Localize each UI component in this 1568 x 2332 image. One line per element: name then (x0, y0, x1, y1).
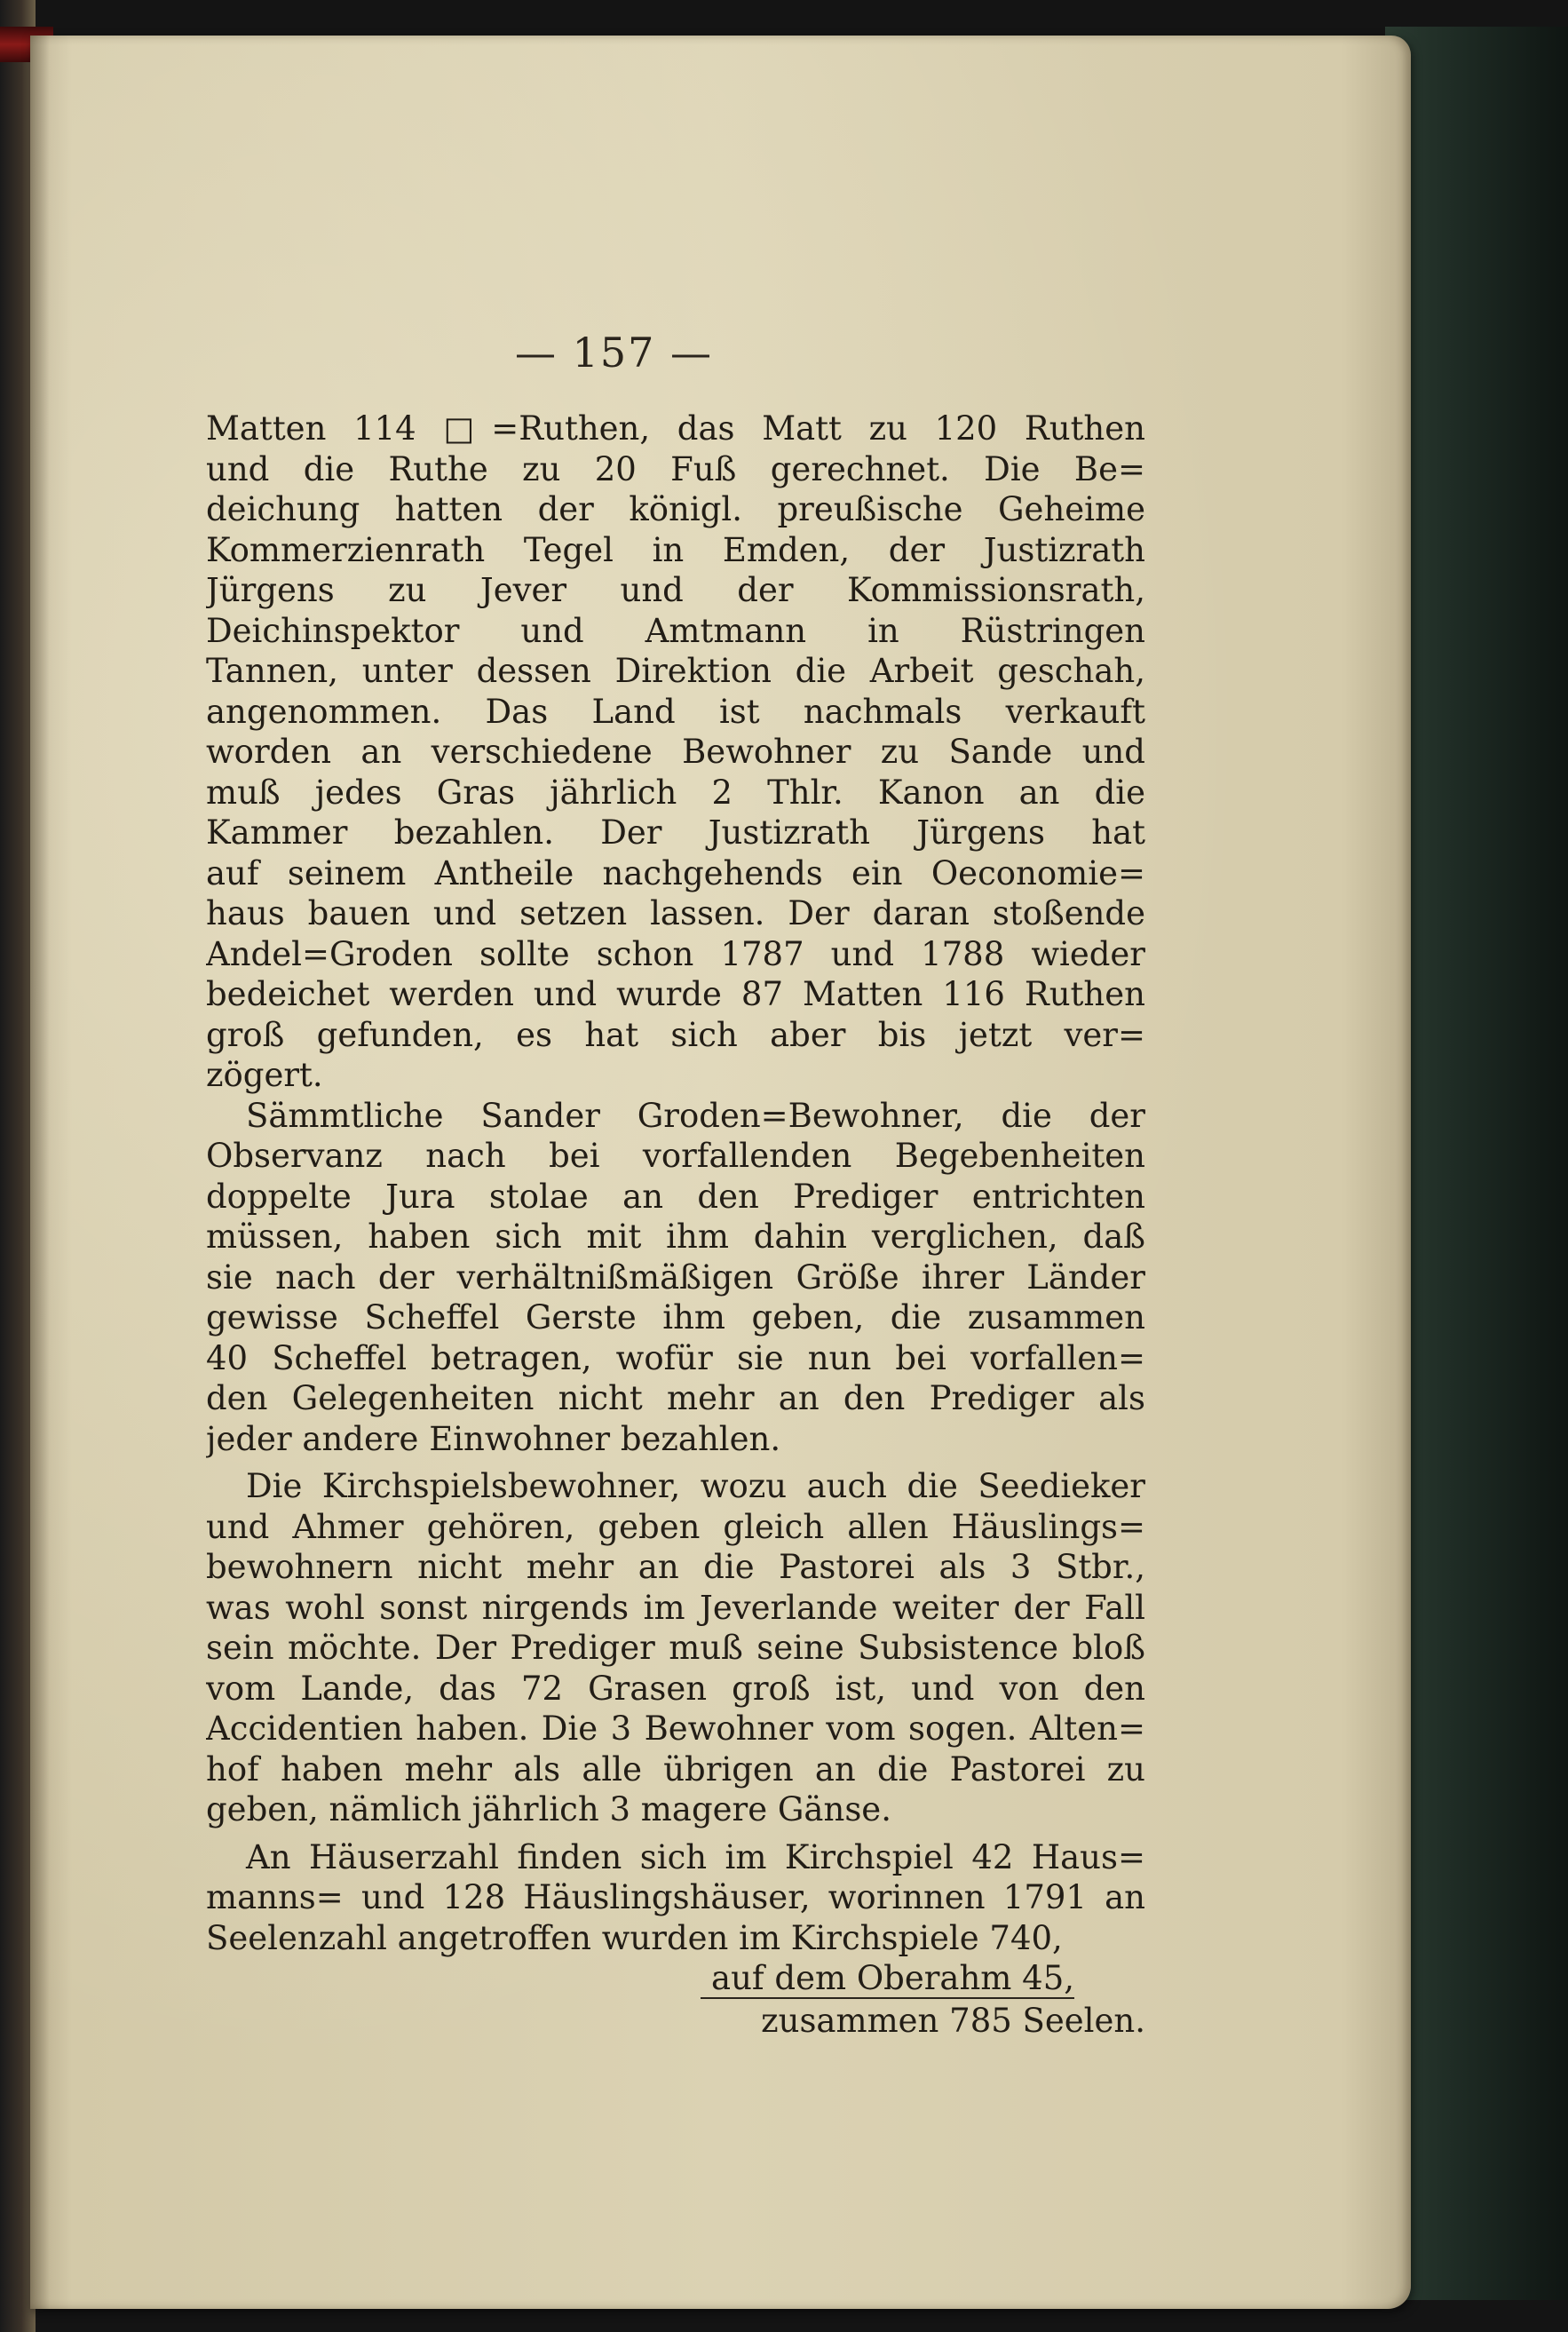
sum-line-text: auf dem Oberahm 45, (701, 1959, 1074, 1999)
text-line: haus bauen und setzen lassen. Der daran stoßende (206, 894, 1145, 932)
page-number: — 157 — (514, 329, 714, 377)
text-line: manns= und 128 Häuslingshäuser, worinnen 1791 an (206, 1878, 1145, 1916)
text-line: angenommen. Das Land ist nachmals verkauft (206, 692, 1145, 731)
text-line: groß gefunden, es hat sich aber bis jetzt ver= (206, 1015, 1145, 1054)
text-line: Kommerzienrath Tegel in Emden, der Justizrath (206, 530, 1145, 569)
page-gutter-shadow (30, 36, 50, 2309)
text-line: Kammer bezahlen. Der Justizrath Jürgens hat (206, 813, 1145, 852)
paragraph-start: Sämmtliche Sander Groden=Bewohner, die der (246, 1096, 1145, 1135)
text-line: Jürgens zu Jever und der Kommissionsrath, (206, 571, 1145, 609)
text-line: sie nach der verhältnißmäßigen Größe ihrer Länder (206, 1257, 1145, 1297)
text-line: müssen, haben sich mit ihm dahin verglichen, daß (206, 1218, 1145, 1256)
paper-page (30, 36, 1411, 2309)
text-line: Andel=Groden sollte schon 1787 und 1788 wieder (206, 934, 1145, 973)
text-line: geben, nämlich jährlich 3 magere Gänse. (206, 1790, 891, 1828)
text-line: sein möchte. Der Prediger muß seine Subsistence bloß (206, 1629, 1145, 1667)
body-text (206, 408, 1145, 2043)
text-line: vom Lande, das 72 Grasen groß ist, und von den (206, 1669, 1145, 1708)
text-line: Deichinspektor und Amtmann in Rüstringen (206, 611, 1145, 650)
text-line: auf seinem Antheile nachgehends ein Oeconomie= (206, 853, 1145, 892)
text-line: 40 Scheffel betragen, wofür sie nun bei vorfallen= (206, 1338, 1145, 1377)
text-line: gewisse Scheffel Gerste ihm geben, die zusammen (206, 1298, 1145, 1337)
text-line: zögert. (206, 1056, 323, 1094)
text-line: und die Ruthe zu 20 Fuß gerechnet. Die Be= (206, 449, 1145, 488)
sum-line (206, 1958, 1145, 1999)
text-line: was wohl sonst nirgends im Jeverlande weiter der Fall (206, 1588, 1145, 1627)
text-line: Tannen, unter dessen Direktion die Arbeit geschah, (206, 652, 1145, 690)
text-line: bewohnern nicht mehr an die Pastorei als 3 Stbr., (206, 1548, 1145, 1586)
total-line: zusammen 785 Seelen. (761, 2001, 1145, 2040)
text-line: muß jedes Gras jährlich 2 Thlr. Kanon an die (206, 773, 1145, 812)
book-cover-board-right (1385, 27, 1568, 2300)
text-line: Matten 114 □=Ruthen, das Matt zu 120 Ruthen (206, 409, 1145, 448)
text-line: deichung hatten der königl. preußische Geheime (206, 490, 1145, 528)
text-line: Accidentien haben. Die 3 Bewohner vom sogen. Alten= (206, 1709, 1145, 1748)
paragraph-gap (206, 1459, 1145, 1466)
paragraph-start: Die Kirchspielsbewohner, wozu auch die Seedieker (246, 1467, 1145, 1505)
text-line: Observanz nach bei vorfallenden Begebenheiten (206, 1137, 1145, 1175)
text-line: doppelte Jura stolae an den Prediger entrichten (206, 1177, 1145, 1216)
text-line: Seelenzahl angetroffen wurden im Kirchspiele 740, (206, 1918, 1063, 1957)
paragraph-gap (206, 1830, 1145, 1837)
text-line: bedeichet werden und wurde 87 Matten 116 Ruthen (206, 975, 1145, 1013)
text-line: und Ahmer gehören, geben gleich allen Häuslings= (206, 1507, 1145, 1546)
text-line: worden an verschiedene Bewohner zu Sande und (206, 733, 1145, 771)
paragraph-start: An Häuserzahl finden sich im Kirchspiel 42 Haus= (246, 1837, 1145, 1876)
text-line: jeder andere Einwohner bezahlen. (206, 1419, 781, 1458)
text-line: den Gelegenheiten nicht mehr an den Prediger als (206, 1379, 1145, 1417)
text-line: hof haben mehr als alle übrigen an die Pastorei zu (206, 1749, 1145, 1789)
